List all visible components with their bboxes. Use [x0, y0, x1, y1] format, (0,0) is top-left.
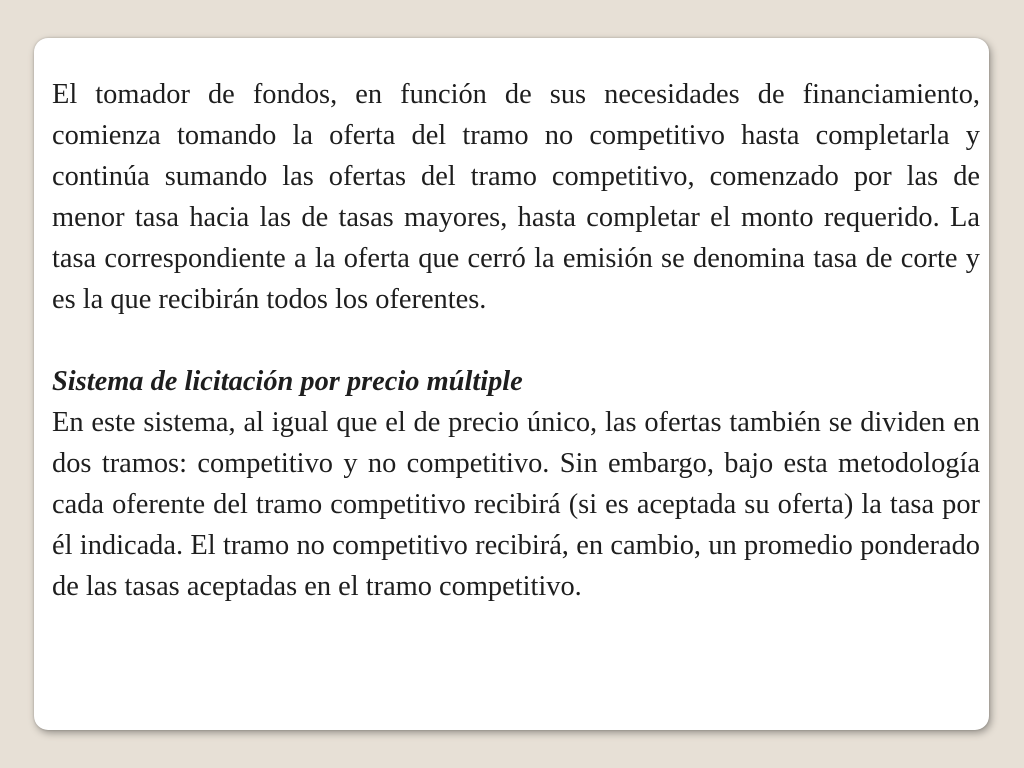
paragraph-auction-process: El tomador de fondos, en función de sus necesidades de financiamiento, comienza tomando la oferta del tramo no competitivo hasta completarla y continúa sumando las ofertas del tramo competitivo, comenzado por las de menor tasa hacia las de tasas mayores, hasta completar el monto requerido. La tasa correspondiente a la oferta que cerró la emisión se denomina tasa de corte y es la que recibirán todos los oferentes.	[52, 79, 980, 315]
slide-content	[52, 74, 980, 607]
section-heading-multiple-price: Sistema de licitación por precio múltiple	[52, 366, 523, 397]
paragraph-multiple-price-system: En este sistema, al igual que el de precio único, las ofertas también se dividen en dos tramos: competitivo y no competitivo. Sin embargo, bajo esta metodología cada oferente del tramo competitivo recibirá (si es aceptada su oferta) la tasa por él indicada. El tramo no competitivo recibirá, en cambio, un promedio ponderado de las tasas aceptadas en el tramo competitivo.	[52, 407, 980, 602]
paragraph-spacer	[52, 320, 980, 361]
